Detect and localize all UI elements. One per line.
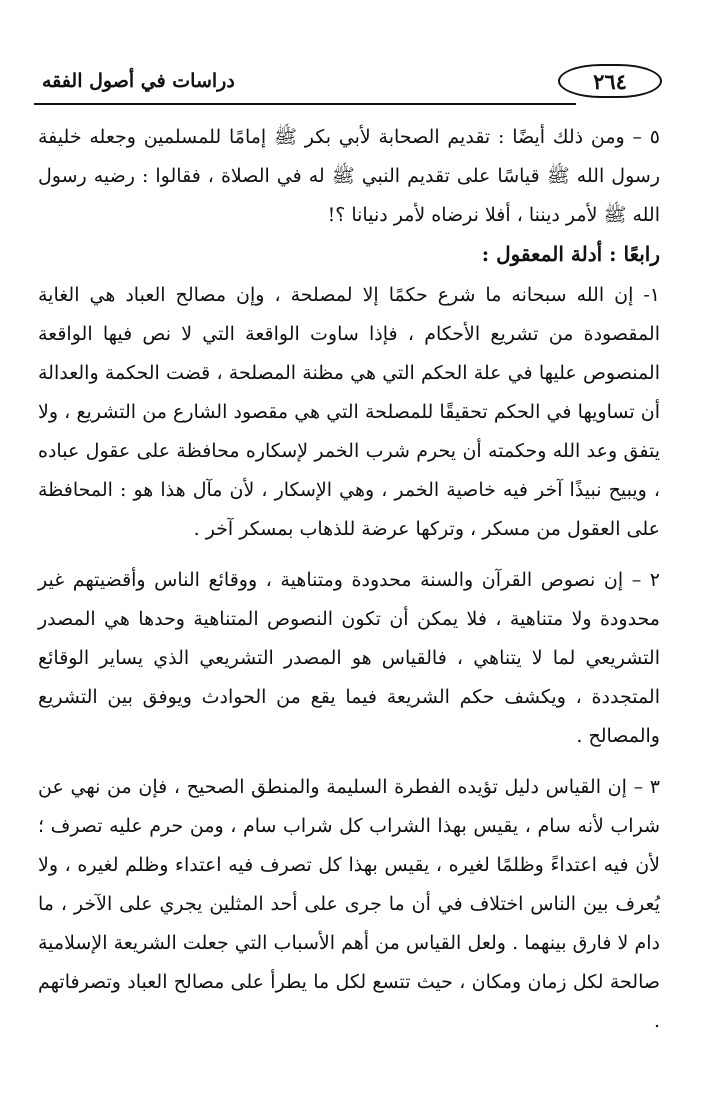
paragraph-rational-2: ٢ – إن نصوص القرآن والسنة محدودة ومتناهية ، ووقائع الناس وأقضيتهم غير محدودة ولا متناهية ، فلا يمكن أن تكون النصوص المتناهية وحدها هي المصدر التشريعي لما لا يتناهي ، فالقياس هو المصدر التشريعي الذي يساير الوقائع المتجددة ، ويكشف حكم الشريعة فيما يقع من الحوادث ويوفق بين التشريع والمصالح . [38, 569, 660, 747]
page-header [34, 58, 662, 108]
running-title: دراسات في أصول الفقه [42, 70, 235, 92]
section-heading-rational-evidence: رابعًا : أدلة المعقول : [481, 242, 660, 266]
paragraph-rational-1: ١- إن الله سبحانه ما شرع حكمًا إلا لمصلحة ، وإن مصالح العباد هي الغاية المقصودة من تشريع الأحكام ، فإذا ساوت الواقعة التي لا نص فيها الواقعة المنصوص عليها في علة الحكم التي هي مظنة المصلحة ، قضت الحكمة والعدالة أن تساويها في الحكم تحقيقًا للمصلحة التي هي مقصود الشارع من التشريع ، ولا يتفق وعد الله وحكمته أن يحرم شرب الخمر لإسكاره محافظة على عقول عباده ، ويبيح نبيذًا آخر فيه خاصية الخمر ، وهي الإسكار ، لأن مآل هذا هو : المحافظة على العقول من مسكر ، وتركها عرضة للذهاب بمسكر آخر . [38, 284, 660, 540]
page-number: ٢٦٤ [558, 64, 662, 98]
page-body [38, 118, 660, 1041]
paragraph-5-sahaba-example: ٥ – ومن ذلك أيضًا : تقديم الصحابة لأبي بكر ﷺ إمامًا للمسلمين وجعله خليفة رسول الله ﷺ قياسًا على تقديم النبي ﷺ له في الصلاة ، فقالوا : رضيه رسول الله ﷺ لأمر ديننا ، أفلا نرضاه لأمر دنيانا ؟! [38, 126, 660, 226]
paragraph-rational-3: ٣ – إن القياس دليل تؤيده الفطرة السليمة والمنطق الصحيح ، فإن من نهي عن شراب لأنه سام ، يقيس بهذا الشراب كل شراب سام ، ومن حرم عليه تصرف ؛ لأن فيه اعتداءً وظلمًا لغيره ، يقيس بهذا كل تصرف فيه اعتداء وظلم لغيره ، ولا يُعرف بين الناس اختلاف في أن ما جرى على أحد المثلين يجري على الآخر ، ما دام لا فارق بينهما . ولعل القياس من أهم الأسباب التي جعلت الشريعة الإسلامية صالحة لكل زمان ومكان ، حيث تتسع لكل ما يطرأ على مصالح العباد وتصرفاتهم . [38, 776, 660, 1032]
header-rule [34, 103, 576, 105]
